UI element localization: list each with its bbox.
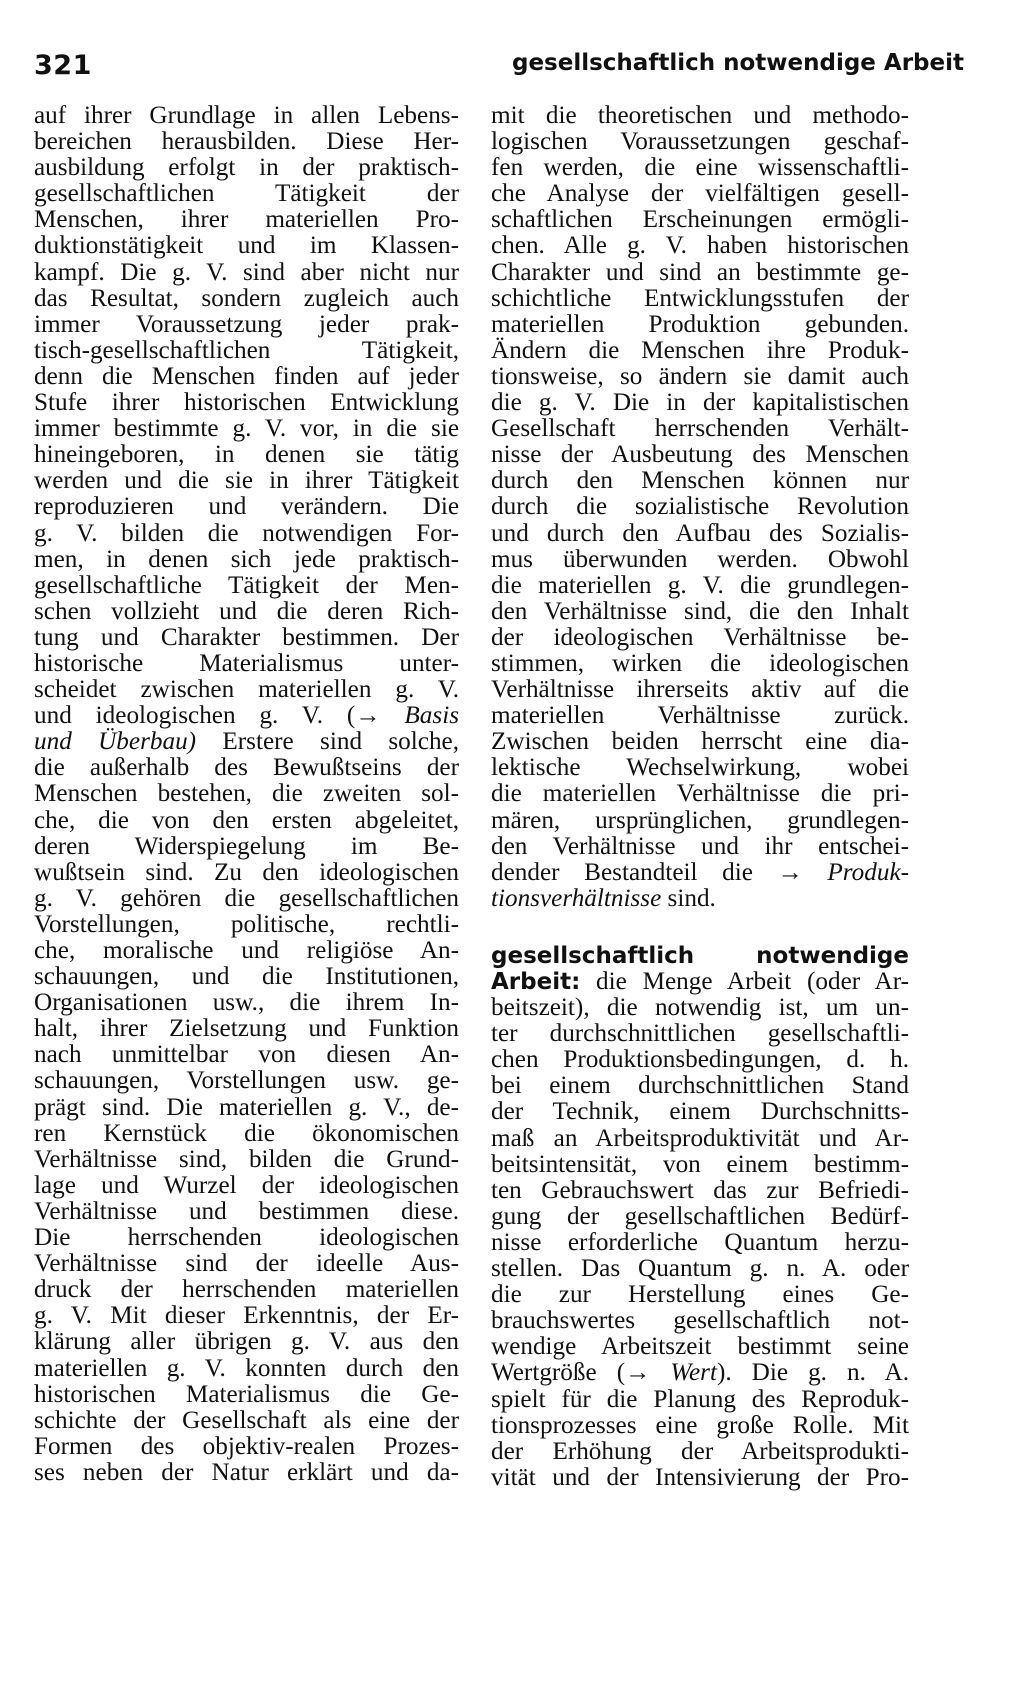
text-line: chen Produktionsbedingungen, d. h. — [491, 1046, 909, 1074]
text-line: Verhältnisse ihrerseits aktiv auf die — [491, 676, 909, 704]
text-segment: sind. — [661, 884, 716, 912]
text-line: nisse erforderliche Quantum herzu- — [491, 1228, 909, 1256]
text-line: brauchswertes gesellschaftlich not- — [491, 1307, 909, 1335]
text-line: der Erhöhung der Arbeitsprodukti- — [491, 1437, 909, 1465]
text-line: Menschen bestehen, die zweiten sol- — [34, 780, 459, 808]
left-column — [34, 103, 459, 1486]
text-line: tionsprozesses eine große Rolle. Mit — [491, 1411, 909, 1439]
entry-headword-line — [491, 943, 909, 969]
text-line: die zur Herstellung eines Ge- — [491, 1281, 909, 1309]
text-line: nisse der Ausbeutung des Menschen — [491, 441, 909, 469]
text-line: materiellen Produktion gebunden. — [491, 310, 909, 338]
text-line: beitszeit), die notwendig ist, um un- — [491, 994, 909, 1022]
text-line: auf ihrer Grundlage in allen Lebens- — [34, 102, 459, 129]
text-line: tionsweise, so ändern sie damit auch — [491, 362, 909, 390]
cross-reference-line — [34, 729, 459, 755]
text-line: lektische Wechselwirkung, wobei — [491, 754, 909, 782]
text-line: werden und die sie in ihrer Tätigkeit — [34, 467, 459, 495]
cross-reference-line — [491, 860, 909, 886]
text-line: denn die Menschen finden auf jeder — [34, 362, 459, 390]
text-line: mären, ursprünglichen, grundlegen- — [491, 806, 909, 834]
text-line: Zwischen beiden herrscht eine dia- — [491, 728, 909, 756]
text-line: den Verhältnisse sind, die den Inhalt — [491, 597, 909, 625]
text-line: che, die von den ersten abgeleitet, — [34, 806, 459, 834]
text-line: Verhältnisse und bestimmen diese. — [34, 1197, 459, 1225]
text-line: mit die theoretischen und methodo- — [491, 102, 909, 129]
text-segment: Wertgröße ( — [491, 1359, 626, 1387]
text-line: die außerhalb des Bewußtseins der — [34, 754, 459, 782]
text-line: schauungen, und die Institutionen, — [34, 963, 459, 991]
text-line: scheidet zwischen materiellen g. V. — [34, 676, 459, 704]
text-line: durch den Menschen können nur — [491, 467, 909, 495]
cross-reference-line — [491, 886, 909, 912]
text-line: beitsintensität, von einem bestimm- — [491, 1150, 909, 1178]
text-line: das Resultat, sondern zugleich auch — [34, 284, 459, 312]
cross-reference: Produk- — [827, 858, 910, 886]
text-line: schauungen, Vorstellungen usw. ge- — [34, 1067, 459, 1095]
cross-reference: und Überbau) — [34, 728, 197, 756]
text-line: vität und der Intensivierung der Pro- — [491, 1463, 909, 1491]
text-line: chen. Alle g. V. haben historischen — [491, 232, 909, 260]
text-segment: Erstere sind solche, — [196, 728, 460, 756]
text-line: ter durchschnittlichen gesellschaftli- — [491, 1020, 909, 1048]
text-line: Verhältnisse sind der ideelle Aus- — [34, 1250, 459, 1278]
page-number: 321 — [34, 50, 92, 81]
text-line: stellen. Das Quantum g. n. A. oder — [491, 1255, 909, 1283]
text-line: ses neben der Natur erklärt und da- — [34, 1458, 459, 1486]
text-line: hineingeboren, in denen sie tätig — [34, 441, 459, 469]
text-line: gung der gesellschaftlichen Bedürf- — [491, 1202, 909, 1230]
text-line: klärung aller übrigen g. V. aus den — [34, 1328, 459, 1356]
text-line: durch die sozialistische Revolution — [491, 493, 909, 521]
text-line: wendige Arbeitszeit bestimmt seine — [491, 1333, 909, 1361]
text-line: nach unmittelbar von diesen An- — [34, 1041, 459, 1069]
text-segment: und ideologischen g. V. ( — [34, 702, 356, 730]
text-line: gesellschaftlichen Tätigkeit der — [34, 180, 459, 208]
text-line: gesellschaftliche Tätigkeit der Men- — [34, 571, 459, 599]
text-line: druck der herrschenden materiellen — [34, 1276, 459, 1304]
text-line: Stufe ihrer historischen Entwicklung — [34, 389, 459, 417]
text-line: Vorstellungen, politische, rechtli- — [34, 910, 459, 938]
running-title: gesellschaftlich notwendige Arbeit — [511, 50, 964, 76]
text-segment: ). Die g. n. A. — [716, 1359, 910, 1387]
text-line: reproduzieren und verändern. Die — [34, 493, 459, 521]
cross-reference: Wert — [670, 1359, 717, 1387]
text-line: Gesellschaft herrschenden Verhält- — [491, 415, 909, 443]
entry-gap — [491, 912, 909, 943]
text-line: wußtsein sind. Zu den ideologischen — [34, 858, 459, 886]
text-line: lage und Wurzel der ideologischen — [34, 1171, 459, 1199]
text-line: die materiellen g. V. die grundlegen- — [491, 571, 909, 599]
text-line: die g. V. Die in der kapitalistischen — [491, 389, 909, 417]
running-head — [34, 50, 964, 90]
text-line: immer bestimmte g. V. vor, in die sie — [34, 415, 459, 443]
text-line: Menschen, ihrer materiellen Pro- — [34, 206, 459, 234]
text-line: prägt sind. Die materiellen g. V., de- — [34, 1093, 459, 1121]
text-line: ren Kernstück die ökonomischen — [34, 1119, 459, 1147]
text-line: kampf. Die g. V. sind aber nicht nur — [34, 258, 459, 286]
text-line: schaftlichen Erscheinungen ermögli- — [491, 206, 909, 234]
text-line: Ändern die Menschen ihre Produk- — [491, 336, 909, 364]
text-line: ten Gebrauchswert das zur Befriedi- — [491, 1176, 909, 1204]
text-line: maß an Arbeitsproduktivität und Ar- — [491, 1124, 909, 1152]
text-line: materiellen Verhältnisse zurück. — [491, 702, 909, 730]
text-line: der Technik, einem Durchschnitts- — [491, 1098, 909, 1126]
text-line: g. V. gehören die gesellschaftlichen — [34, 884, 459, 912]
text-line: den Verhältnisse und ihr entschei- — [491, 832, 909, 860]
cross-reference-arrow: → — [777, 858, 803, 886]
text-line: g. V. Mit dieser Erkenntnis, der Er- — [34, 1302, 459, 1330]
text-line: Die herrschenden ideologischen — [34, 1224, 459, 1252]
cross-reference-arrow: → — [355, 702, 381, 730]
cross-reference-line — [34, 703, 459, 729]
text-line: und durch den Aufbau des Sozialis- — [491, 519, 909, 547]
text-line: die materiellen Verhältnisse die pri- — [491, 780, 909, 808]
text-segment: die Menge Arbeit (oder Ar- — [580, 968, 909, 995]
text-line: Formen des objektiv-realen Prozes- — [34, 1432, 459, 1460]
text-line: tisch-gesellschaftlichen Tätigkeit, — [34, 336, 459, 364]
text-line: schen vollzieht und die deren Rich- — [34, 597, 459, 625]
text-line: immer Voraussetzung jeder prak- — [34, 310, 459, 338]
cross-reference-line — [491, 1360, 909, 1386]
text-line: bereichen herausbilden. Diese Her- — [34, 128, 459, 156]
right-column — [491, 103, 909, 1491]
text-line: bei einem durchschnittlichen Stand — [491, 1072, 909, 1100]
text-line: men, in denen sich jede praktisch- — [34, 545, 459, 573]
text-line: historische Materialismus unter- — [34, 649, 459, 677]
text-line: g. V. bilden die notwendigen For- — [34, 519, 459, 547]
text-line: Organisationen usw., die ihrem In- — [34, 989, 459, 1017]
text-line: duktionstätigkeit und im Klassen- — [34, 232, 459, 260]
text-line: materiellen g. V. konnten durch den — [34, 1354, 459, 1382]
text-line: der ideologischen Verhältnisse be- — [491, 623, 909, 651]
cross-reference-arrow: → — [625, 1359, 651, 1387]
text-line: deren Widerspiegelung im Be- — [34, 832, 459, 860]
entry-headword: gesellschaftlich notwendige — [491, 942, 909, 969]
text-line: che Analyse der vielfältigen gesell- — [491, 180, 909, 208]
text-segment: dender Bestandteil die — [491, 858, 778, 886]
entry-headword: Arbeit: — [491, 969, 581, 995]
entry-headword-line — [491, 969, 909, 995]
text-line: schichte der Gesellschaft als eine der — [34, 1406, 459, 1434]
cross-reference: tionsverhältnisse — [491, 884, 662, 912]
text-line: Charakter und sind an bestimmte ge- — [491, 258, 909, 286]
text-line: spielt für die Planung des Reproduk- — [491, 1385, 909, 1413]
text-line: tung und Charakter bestimmen. Der — [34, 623, 459, 651]
text-line: ausbildung erfolgt in der praktisch- — [34, 154, 459, 182]
text-line: che, moralische und religiöse An- — [34, 937, 459, 964]
text-line: mus überwunden werden. Obwohl — [491, 545, 909, 573]
cross-reference: Basis — [404, 702, 460, 730]
text-line: logischen Voraussetzungen geschaf- — [491, 128, 909, 156]
text-line: schichtliche Entwicklungsstufen der — [491, 284, 909, 312]
text-line: halt, ihrer Zielsetzung und Funktion — [34, 1015, 459, 1043]
text-line: historischen Materialismus die Ge- — [34, 1380, 459, 1408]
text-line: Verhältnisse sind, bilden die Grund- — [34, 1145, 459, 1173]
text-line: fen werden, die eine wissenschaftli- — [491, 154, 909, 182]
text-line: stimmen, wirken die ideologischen — [491, 649, 909, 677]
